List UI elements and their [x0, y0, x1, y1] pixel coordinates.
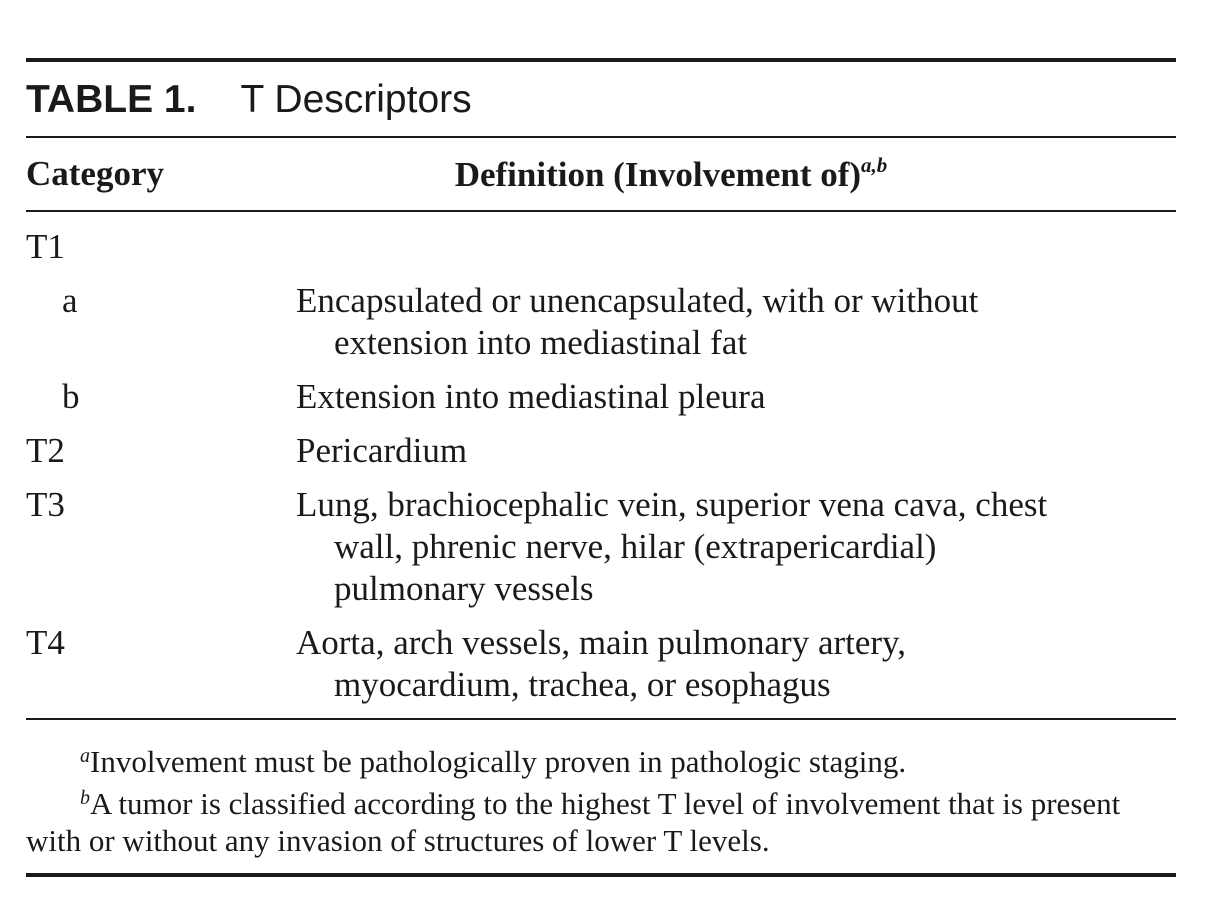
footnote-mark: b	[80, 787, 90, 809]
definition-line: myocardium, trachea, or esophagus	[334, 665, 831, 704]
row-category: T1	[26, 227, 65, 266]
row-category: b	[62, 377, 80, 416]
definition-line: Extension into mediastinal pleura	[296, 377, 766, 416]
table-label: TABLE 1.	[26, 78, 197, 121]
header-category: Category	[26, 154, 165, 193]
table-body	[26, 212, 1176, 718]
definition-line: Aorta, arch vessels, main pulmonary artery,	[296, 623, 907, 662]
definition-line: pulmonary vessels	[334, 569, 594, 608]
footnote-a	[26, 738, 1176, 780]
table-footnotes	[26, 720, 1176, 873]
definition-line: Pericardium	[296, 431, 468, 470]
header-definition	[296, 153, 1176, 195]
row-definition	[296, 622, 1176, 706]
definition-line: Encapsulated or unencapsulated, with or without	[296, 281, 979, 320]
row-category: T2	[26, 431, 65, 470]
definition-line: extension into mediastinal fat	[334, 323, 748, 362]
table-row	[26, 280, 1176, 364]
row-category: a	[62, 281, 78, 320]
row-category: T4	[26, 623, 65, 662]
table-1	[26, 58, 1176, 877]
footnote-text: A tumor is classified according to the highest T level of involvement that is present	[90, 786, 1121, 821]
table-header	[26, 138, 1176, 210]
footnote-b	[26, 780, 1176, 822]
definition-line: wall, phrenic nerve, hilar (extrapericardial)	[334, 527, 937, 566]
bottom-rule	[26, 873, 1176, 877]
row-definition	[296, 376, 1176, 418]
footnote-b-continuation: with or without any invasion of structures of lower T levels.	[26, 823, 770, 858]
table-title: T Descriptors	[240, 78, 472, 121]
table-row	[26, 484, 1176, 610]
table-row	[26, 430, 1176, 472]
row-definition	[296, 280, 1176, 364]
table-caption	[26, 62, 1176, 136]
header-definition-sup: a,b	[861, 153, 888, 177]
table-row	[26, 376, 1176, 418]
table-row	[26, 622, 1176, 706]
footnote-text: Involvement must be pathologically proven in pathologic staging.	[90, 744, 907, 779]
row-definition	[296, 430, 1176, 472]
row-category: T3	[26, 485, 65, 524]
row-definition	[296, 484, 1176, 610]
header-definition-text: Definition (Involvement of)	[454, 155, 862, 194]
definition-line: Lung, brachiocephalic vein, superior vena cava, chest	[296, 485, 1048, 524]
table-row	[26, 226, 1176, 268]
footnote-mark: a	[80, 745, 90, 767]
row-definition	[296, 226, 1176, 268]
